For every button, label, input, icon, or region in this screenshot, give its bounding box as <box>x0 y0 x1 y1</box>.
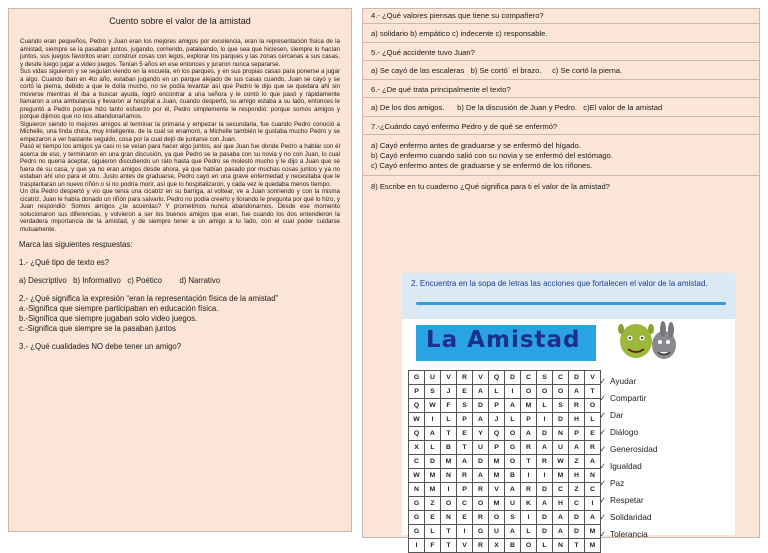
question-4: 4.- ¿Qué valores piensas que tiene su compañero? <box>363 9 759 24</box>
grid-cell[interactable]: L <box>489 385 505 399</box>
grid-cell[interactable]: D <box>425 455 441 469</box>
grid-cell[interactable]: W <box>425 399 441 413</box>
grid-cell[interactable]: M <box>489 497 505 511</box>
grid-cell[interactable]: C <box>585 483 601 497</box>
word-label: Generosidad <box>609 444 658 454</box>
grid-cell[interactable]: N <box>553 539 569 553</box>
grid-cell[interactable]: D <box>569 511 585 525</box>
grid-cell[interactable]: A <box>537 441 553 455</box>
question-7: 7.-¿Cuándo cayó enfermo Pedro y de qué se enfermó? <box>363 117 759 135</box>
grid-cell[interactable]: B <box>441 441 457 455</box>
grid-cell[interactable]: L <box>505 413 521 427</box>
grid-cell[interactable]: A <box>521 427 537 441</box>
grid-cell[interactable]: X <box>489 539 505 553</box>
checkmark-icon: ✓ <box>599 461 606 471</box>
checkmark-icon: ✓ <box>599 376 606 386</box>
grid-cell[interactable]: O <box>473 497 489 511</box>
question-5-options[interactable]: a) Se cayó de las escaleras b) Se cortó´ el brazo. c) Se cortó la pierna. <box>363 61 759 80</box>
word-label: Paz <box>609 478 625 488</box>
word-list-item <box>599 390 657 407</box>
grid-cell[interactable]: I <box>521 511 537 525</box>
story-page <box>8 8 352 532</box>
grid-cell[interactable]: I <box>441 483 457 497</box>
grid-cell[interactable]: H <box>569 413 585 427</box>
grid-cell[interactable]: H <box>569 469 585 483</box>
grid-cell[interactable]: W <box>409 413 425 427</box>
word-list-item <box>599 458 657 475</box>
grid-cell[interactable]: O <box>505 427 521 441</box>
question-5: 5.- ¿Qué accidente tuvo Juan? <box>363 43 759 61</box>
grid-row <box>409 539 601 553</box>
grid-cell[interactable]: O <box>553 385 569 399</box>
grid-cell[interactable]: P <box>457 413 473 427</box>
word-list-item <box>599 526 657 543</box>
grid-cell[interactable]: D <box>537 483 553 497</box>
grid-cell[interactable]: P <box>409 385 425 399</box>
grid-cell[interactable]: Q <box>409 427 425 441</box>
grid-cell[interactable]: A <box>425 427 441 441</box>
grid-cell[interactable]: A <box>569 441 585 455</box>
grid-cell[interactable]: J <box>441 385 457 399</box>
grid-cell[interactable]: C <box>553 483 569 497</box>
grid-row <box>409 385 601 399</box>
grid-cell[interactable]: A <box>585 511 601 525</box>
question-3: 3.- ¿Qué cualidades NO debe tener un amigo? <box>19 342 182 351</box>
grid-cell[interactable]: O <box>521 539 537 553</box>
word-label: Respetar <box>609 495 644 505</box>
word-label: Diálogo <box>609 427 639 437</box>
grid-cell[interactable]: O <box>505 455 521 469</box>
question-2-option-c[interactable]: c.-Significa que siempre se la pasaban juntos <box>19 324 176 333</box>
grid-cell[interactable]: A <box>457 455 473 469</box>
grid-cell[interactable]: C <box>457 497 473 511</box>
grid-row <box>409 525 601 539</box>
grid-cell[interactable]: E <box>457 385 473 399</box>
grid-cell[interactable]: M <box>489 469 505 483</box>
word-list-item <box>599 492 657 509</box>
question-7-option-c[interactable]: c) Cayó enfermo antes de graduarse y se enfermó de los riñones. <box>371 161 593 170</box>
question-1: 1.- ¿Qué tipo de texto es? <box>19 258 110 267</box>
grid-cell[interactable]: I <box>457 525 473 539</box>
grid-row <box>409 413 601 427</box>
grid-row <box>409 483 601 497</box>
story-paragraph: Pasó el tiempo los amigos ya casi ni se veían para hacer algo juntos, así que Juan fue donde Pedro a hablar con él acerca de eso, y terminaron en una gran discusión, ya que Pedro se la pasaba con su novia y no con Juan, lo cual Pedro no quería aceptar, siguieron discutiendo un rato hasta que Pedro se molestó mucho y le dijo a Juan que se fuera de su casa, y que ya no eran amigos desde ahora, ya que habían pasado por muchas cosas juntos y ya no estaban ahí uno para el otro. Justo antes de graduarse, Pedro cayó en una grave enfermedad y necesitaba que le trasplantaran un nuevo riñón o si no podría morir, así que lo hospitalizaron, y cada vez le quedaba menos tiempo. <box>20 143 340 188</box>
grid-cell[interactable]: R <box>585 441 601 455</box>
grid-cell[interactable]: C <box>553 371 569 385</box>
grid-cell[interactable]: C <box>521 371 537 385</box>
grid-cell[interactable]: Q <box>489 427 505 441</box>
grid-cell[interactable]: N <box>585 469 601 483</box>
grid-cell[interactable]: A <box>473 469 489 483</box>
friendship-banner <box>416 325 596 361</box>
grid-row <box>409 469 601 483</box>
grid-cell[interactable]: I <box>537 413 553 427</box>
word-search-activity <box>402 273 735 549</box>
grid-cell[interactable]: O <box>537 385 553 399</box>
grid-cell[interactable]: L <box>521 525 537 539</box>
grid-cell[interactable]: C <box>569 497 585 511</box>
grid-cell[interactable]: J <box>489 413 505 427</box>
word-label: Dar <box>609 410 624 420</box>
grid-cell[interactable]: C <box>409 455 425 469</box>
grid-row <box>409 497 601 511</box>
instructions: Marca las siguientes respuestas: <box>19 240 133 249</box>
grid-cell[interactable]: Z <box>569 455 585 469</box>
grid-cell[interactable]: E <box>425 511 441 525</box>
grid-row <box>409 511 601 525</box>
grid-cell[interactable]: Y <box>473 427 489 441</box>
checkmark-icon: ✓ <box>599 410 606 420</box>
grid-cell[interactable]: B <box>505 469 521 483</box>
grid-cell[interactable]: D <box>537 511 553 525</box>
grid-cell[interactable]: Q <box>409 399 425 413</box>
grid-cell[interactable]: G <box>505 441 521 455</box>
grid-cell[interactable]: P <box>489 399 505 413</box>
word-list-item <box>599 441 657 458</box>
grid-cell[interactable]: I <box>521 469 537 483</box>
question-4-options[interactable]: a) solidario b) empático c) indecente c) responsable. <box>363 24 759 43</box>
grid-cell[interactable]: V <box>585 371 601 385</box>
story-text <box>20 38 340 233</box>
grid-cell[interactable]: R <box>473 483 489 497</box>
grid-cell[interactable]: D <box>537 427 553 441</box>
grid-cell[interactable]: R <box>457 469 473 483</box>
grid-cell[interactable]: Z <box>569 483 585 497</box>
grid-cell[interactable]: D <box>505 371 521 385</box>
grid-cell[interactable]: T <box>585 385 601 399</box>
grid-cell[interactable]: A <box>553 525 569 539</box>
grid-cell[interactable]: V <box>441 371 457 385</box>
grid-cell[interactable]: A <box>553 511 569 525</box>
question-7-option-a[interactable]: a) Cayó enfermo antes de graduarse y se enfermó del hígado. <box>371 141 581 150</box>
grid-cell[interactable]: R <box>569 399 585 413</box>
grid-cell[interactable]: A <box>537 497 553 511</box>
word-label: Ayudar <box>609 376 637 386</box>
grid-cell[interactable]: M <box>441 455 457 469</box>
grid-cell[interactable]: E <box>585 427 601 441</box>
grid-cell[interactable]: V <box>457 539 473 553</box>
grid-row <box>409 399 601 413</box>
grid-cell[interactable]: R <box>473 539 489 553</box>
grid-cell[interactable]: M <box>425 483 441 497</box>
word-list <box>599 373 657 543</box>
grid-cell[interactable]: E <box>457 511 473 525</box>
grid-cell[interactable]: B <box>505 539 521 553</box>
grid-cell[interactable]: M <box>521 399 537 413</box>
grid-cell[interactable]: U <box>425 371 441 385</box>
banner-title: La Amistad <box>426 327 581 353</box>
checkmark-icon: ✓ <box>599 427 606 437</box>
grid-cell[interactable]: Q <box>489 371 505 385</box>
grid-cell[interactable]: W <box>409 469 425 483</box>
grid-cell[interactable]: D <box>473 455 489 469</box>
grid-cell[interactable]: E <box>457 427 473 441</box>
grid-cell[interactable]: F <box>441 399 457 413</box>
grid-cell[interactable]: X <box>409 441 425 455</box>
grid-cell[interactable]: U <box>553 441 569 455</box>
checkmark-icon: ✓ <box>599 393 606 403</box>
grid-cell[interactable]: P <box>521 413 537 427</box>
grid-cell[interactable]: U <box>489 525 505 539</box>
grid-cell[interactable]: T <box>457 441 473 455</box>
story-paragraph: Cuando eran pequeños, Pedro y Juan eran los mejores amigos por excelencia, eran la representación física de la amistad, siempre se la pasaban juntos, jugando, corriendo, pataleando, lo que sea que hiciesen, siempre lo hacían juntos, sus juegos favoritos eran: construir cosas con legos, explorar los parques y las zonas cercanas a sus casas, y desde luego jugar a video juegos. Tenían 5 años en ese entonces y juraron nunca separarse. <box>20 38 340 68</box>
word-list-item <box>599 373 657 390</box>
grid-cell[interactable]: M <box>585 525 601 539</box>
word-list-item <box>599 509 657 526</box>
question-2: 2.- ¿Qué significa la expresión “eran la representación física de la amistad” <box>19 294 279 303</box>
grid-cell[interactable]: V <box>473 371 489 385</box>
questions-page <box>362 8 760 549</box>
activity-instructions: 2. Encuentra en la sopa de letras las acciones que fortalecen el valor de la amistad. <box>411 279 708 288</box>
question-7-option-b[interactable]: b) Cayó enfermo cuando salió con su novia y se enfermó del estómago. <box>371 151 613 160</box>
grid-cell[interactable]: N <box>441 469 457 483</box>
grid-row <box>409 427 601 441</box>
answer-line <box>416 302 726 305</box>
grid-cell[interactable]: N <box>441 511 457 525</box>
grid-cell[interactable]: D <box>553 413 569 427</box>
activity-header <box>402 273 735 319</box>
grid-cell[interactable]: D <box>537 525 553 539</box>
grid-cell[interactable]: S <box>553 399 569 413</box>
word-label: Solidaridad <box>609 512 652 522</box>
grid-cell[interactable]: L <box>425 441 441 455</box>
story-title: Cuento sobre el valor de la amistad <box>109 16 251 26</box>
grid-cell[interactable]: G <box>409 371 425 385</box>
grid-cell[interactable]: T <box>441 525 457 539</box>
checkmark-icon: ✓ <box>599 478 606 488</box>
grid-cell[interactable]: G <box>409 497 425 511</box>
grid-cell[interactable]: G <box>409 511 425 525</box>
grid-row <box>409 455 601 469</box>
story-paragraph: Un día Pedro despertó y vio que tenía una cicatriz en su barriga, al voltear, ve a Juan sonriendo y con la misma cicatriz, Juan le había donado un riñón para salvarlo, Pedro no podía creerlo y llorando le pregunta por qué lo hizo, y Juan respondió: Somos amigos ¿te acuerdas? Y prometimos nunca abandonarnos. Desde ese momento solucionaron sus diferencias, y volvieron a ser los buenos amigos que eran, fue cuando los dos entendieron la verdadera importancia de la amistad, y de siempre tener a un amigo a tu lado, con el cual poder cuidarse mutuamente. <box>20 188 340 233</box>
grid-cell[interactable]: A <box>505 525 521 539</box>
word-label: Igualdad <box>609 461 642 471</box>
grid-cell[interactable]: T <box>521 455 537 469</box>
grid-cell[interactable]: I <box>505 385 521 399</box>
grid-cell[interactable]: M <box>425 469 441 483</box>
grid-cell[interactable]: M <box>489 455 505 469</box>
word-list-item <box>599 407 657 424</box>
grid-cell[interactable]: V <box>489 483 505 497</box>
grid-cell[interactable]: L <box>537 539 553 553</box>
grid-cell[interactable]: L <box>537 399 553 413</box>
grid-cell[interactable]: A <box>585 455 601 469</box>
grid-cell[interactable]: D <box>473 399 489 413</box>
grid-cell[interactable]: I <box>537 469 553 483</box>
grid-cell[interactable]: A <box>505 483 521 497</box>
grid-cell[interactable]: A <box>505 399 521 413</box>
grid-cell[interactable]: N <box>553 427 569 441</box>
word-search-grid <box>408 370 601 553</box>
grid-cell[interactable]: G <box>409 525 425 539</box>
question-1-options[interactable]: a) Descriptivo b) Informativo c) Poético d) Narrativo <box>19 276 221 285</box>
checkmark-icon: ✓ <box>599 512 606 522</box>
grid-cell[interactable]: D <box>569 525 585 539</box>
grid-cell[interactable]: F <box>425 539 441 553</box>
grid-cell[interactable]: I <box>425 413 441 427</box>
grid-cell[interactable]: S <box>505 511 521 525</box>
grid-cell[interactable]: O <box>489 511 505 525</box>
question-6: 6.- ¿De qué trata principalmente el texto? <box>363 80 759 98</box>
word-list-item <box>599 475 657 492</box>
grid-cell[interactable]: S <box>537 371 553 385</box>
question-7-options <box>363 135 759 176</box>
grid-cell[interactable]: R <box>457 371 473 385</box>
word-list-item <box>599 424 657 441</box>
grid-cell[interactable]: P <box>489 441 505 455</box>
grid-cell[interactable]: A <box>473 385 489 399</box>
grid-cell[interactable]: L <box>441 413 457 427</box>
grid-cell[interactable]: L <box>425 525 441 539</box>
grid-row <box>409 371 601 385</box>
grid-cell[interactable]: P <box>569 427 585 441</box>
grid-cell[interactable]: M <box>553 469 569 483</box>
story-paragraph: Siguieron siendo lo mejores amigos al terminar la primaria y empezar la secundaria, fue cuando Pedro conoció a Michelle, una linda chica, muy inteligente, de la cual se enamoró, a Michelle también le gustaba mucho Pedro y se empezaron a ver bastante seguido, cosa por la cual dejó de juntarse con Juan. <box>20 120 340 143</box>
grid-cell[interactable]: K <box>521 497 537 511</box>
grid-row <box>409 441 601 455</box>
checkmark-icon: ✓ <box>599 529 606 539</box>
question-2-option-a[interactable]: a.-Significa que siempre participaban en educación física. <box>19 304 219 313</box>
grid-cell[interactable]: T <box>441 539 457 553</box>
grid-cell[interactable]: H <box>553 497 569 511</box>
shrek-donkey-image <box>614 317 678 361</box>
word-label: Tolerancia <box>609 529 648 539</box>
story-paragraph: Sus vidas siguieron y se seguían viendo en la escuela, en los parques, y en sus propias casas para ponerse a jugar a algo. Cuando iban en 4to año, estaban jugando en un parque alejado de sus casas cuando, Juan se cayó y se cortó la pierna, debido a que le dolía mucho, no se podía levantar así que Pedro le dijo que se quedara ahí sin moverse mientras él iba a buscar ayuda, logró encontrar a una señora y le contó lo que pasó y rápidamente llamaron a una ambulancia y llevaron al hospital a Juan, cuando despertó, su amigo estaba a su lado, entonces le preguntó a Pedro porque hizo tanto esfuerzo por él, Pedro simplemente le respondió: porque somos amigos y porque dijimos que no nos abandonaríamos. <box>20 68 340 120</box>
question-2-option-b[interactable]: b.-Significa que siempre jugaban solo video juegos. <box>19 314 198 323</box>
grid-cell[interactable]: S <box>425 385 441 399</box>
grid-cell[interactable]: D <box>569 371 585 385</box>
grid-cell[interactable]: R <box>473 511 489 525</box>
grid-cell[interactable]: R <box>521 483 537 497</box>
grid-cell[interactable]: A <box>473 413 489 427</box>
grid-cell[interactable]: R <box>537 455 553 469</box>
grid-cell[interactable]: T <box>441 427 457 441</box>
grid-cell[interactable]: I <box>585 497 601 511</box>
grid-cell[interactable]: P <box>457 483 473 497</box>
grid-cell[interactable]: M <box>585 539 601 553</box>
grid-cell[interactable]: N <box>409 483 425 497</box>
grid-cell[interactable]: O <box>585 399 601 413</box>
grid-cell[interactable]: O <box>441 497 457 511</box>
grid-cell[interactable]: T <box>569 539 585 553</box>
checkmark-icon: ✓ <box>599 495 606 505</box>
grid-cell[interactable]: W <box>553 455 569 469</box>
grid-cell[interactable]: I <box>409 539 425 553</box>
grid-cell[interactable]: A <box>569 385 585 399</box>
grid-cell[interactable]: S <box>457 399 473 413</box>
question-8: 8) Escribe en tu cuaderno ¿Qué significa para ti el valor de la amistad? <box>371 182 610 191</box>
grid-cell[interactable]: R <box>521 441 537 455</box>
grid-cell[interactable]: O <box>521 385 537 399</box>
grid-cell[interactable]: L <box>585 413 601 427</box>
question-6-options[interactable]: a) De los dos amigos. b) De la discusión de Juan y Pedro. c)El valor de la amistad <box>363 98 759 117</box>
grid-cell[interactable]: U <box>505 497 521 511</box>
grid-cell[interactable]: Z <box>425 497 441 511</box>
checkmark-icon: ✓ <box>599 444 606 454</box>
word-label: Compartir <box>609 393 647 403</box>
grid-cell[interactable]: U <box>473 441 489 455</box>
grid-cell[interactable]: G <box>473 525 489 539</box>
